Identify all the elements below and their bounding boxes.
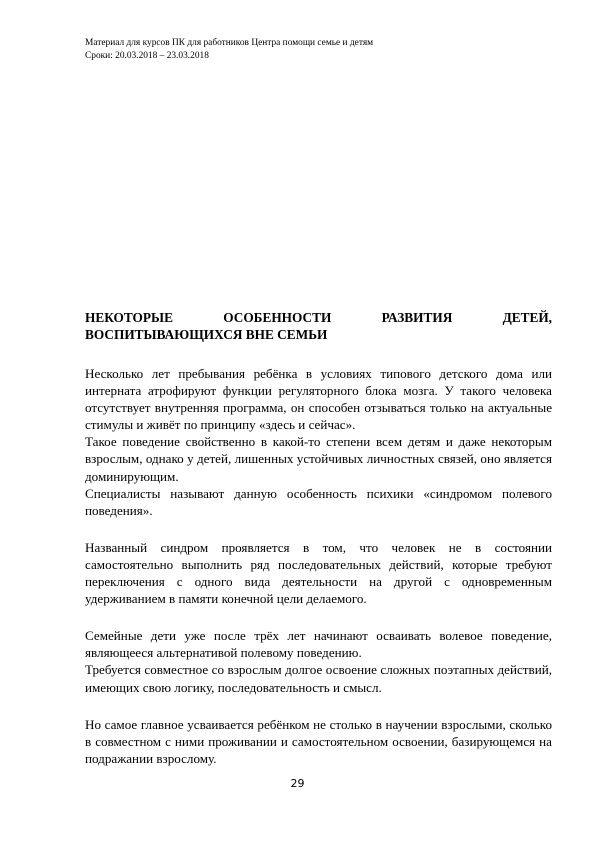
page-number: 29: [290, 777, 305, 790]
paragraph-1: Несколько лет пребывания ребёнка в условиях типового детского дома или интерната атрофируют функции регуляторного блока мозга. У такого человека отсутствует внутренняя программа, он способен отзываться только на актуальные стимулы и живёт по принципу «здесь и сейчас».: [85, 366, 552, 433]
paragraph-6: Требуется совместное со взрослым долгое освоение сложных поэтапных действий, имеющих свою логику, последовательность и смысл.: [85, 662, 552, 695]
paragraph-7: Но самое главное усваивается ребёнком не столько в научении взрослыми, сколько в совместном с ними проживании и самостоятельном освоении, базирующемся на подражании взрослому.: [85, 716, 552, 766]
title-line-1: НЕКОТОРЫЕ ОСОБЕННОСТИ РАЗВИТИЯ ДЕТЕЙ,: [85, 310, 552, 325]
header-course-line: Материал для курсов ПК для работников Центра помощи семье и детям: [85, 38, 374, 48]
paragraph-2: Такое поведение свойственно в какой-то степени всем детям и даже некоторым взрослым, однако у детей, лишенных устойчивых личностных связей, оно является доминирующим.: [85, 434, 552, 484]
paragraph-5: Семейные дети уже после трёх лет начинают осваивать волевое поведение, являющееся альтернативой полевому поведению.: [85, 628, 552, 661]
page-header: [85, 37, 525, 62]
header-dates-line: Сроки: 20.03.2018 – 23.03.2018: [85, 50, 209, 61]
article-body: [85, 365, 552, 767]
title-line-2: ВОСПИТЫВАЮЩИХСЯ ВНЕ СЕМЬИ: [85, 327, 328, 342]
paragraph-4: Названный синдром проявляется в том, что человек не в состоянии самостоятельно выполнить ряд последовательных действий, которые требуют переключения с одного вида деятельности на другой с одновременным удерживанием в памяти конечной цели делаемого.: [85, 539, 552, 607]
article-title: [85, 309, 552, 343]
paragraph-3: Специалисты называют данную особенность психики «синдромом полевого поведения».: [85, 485, 552, 518]
